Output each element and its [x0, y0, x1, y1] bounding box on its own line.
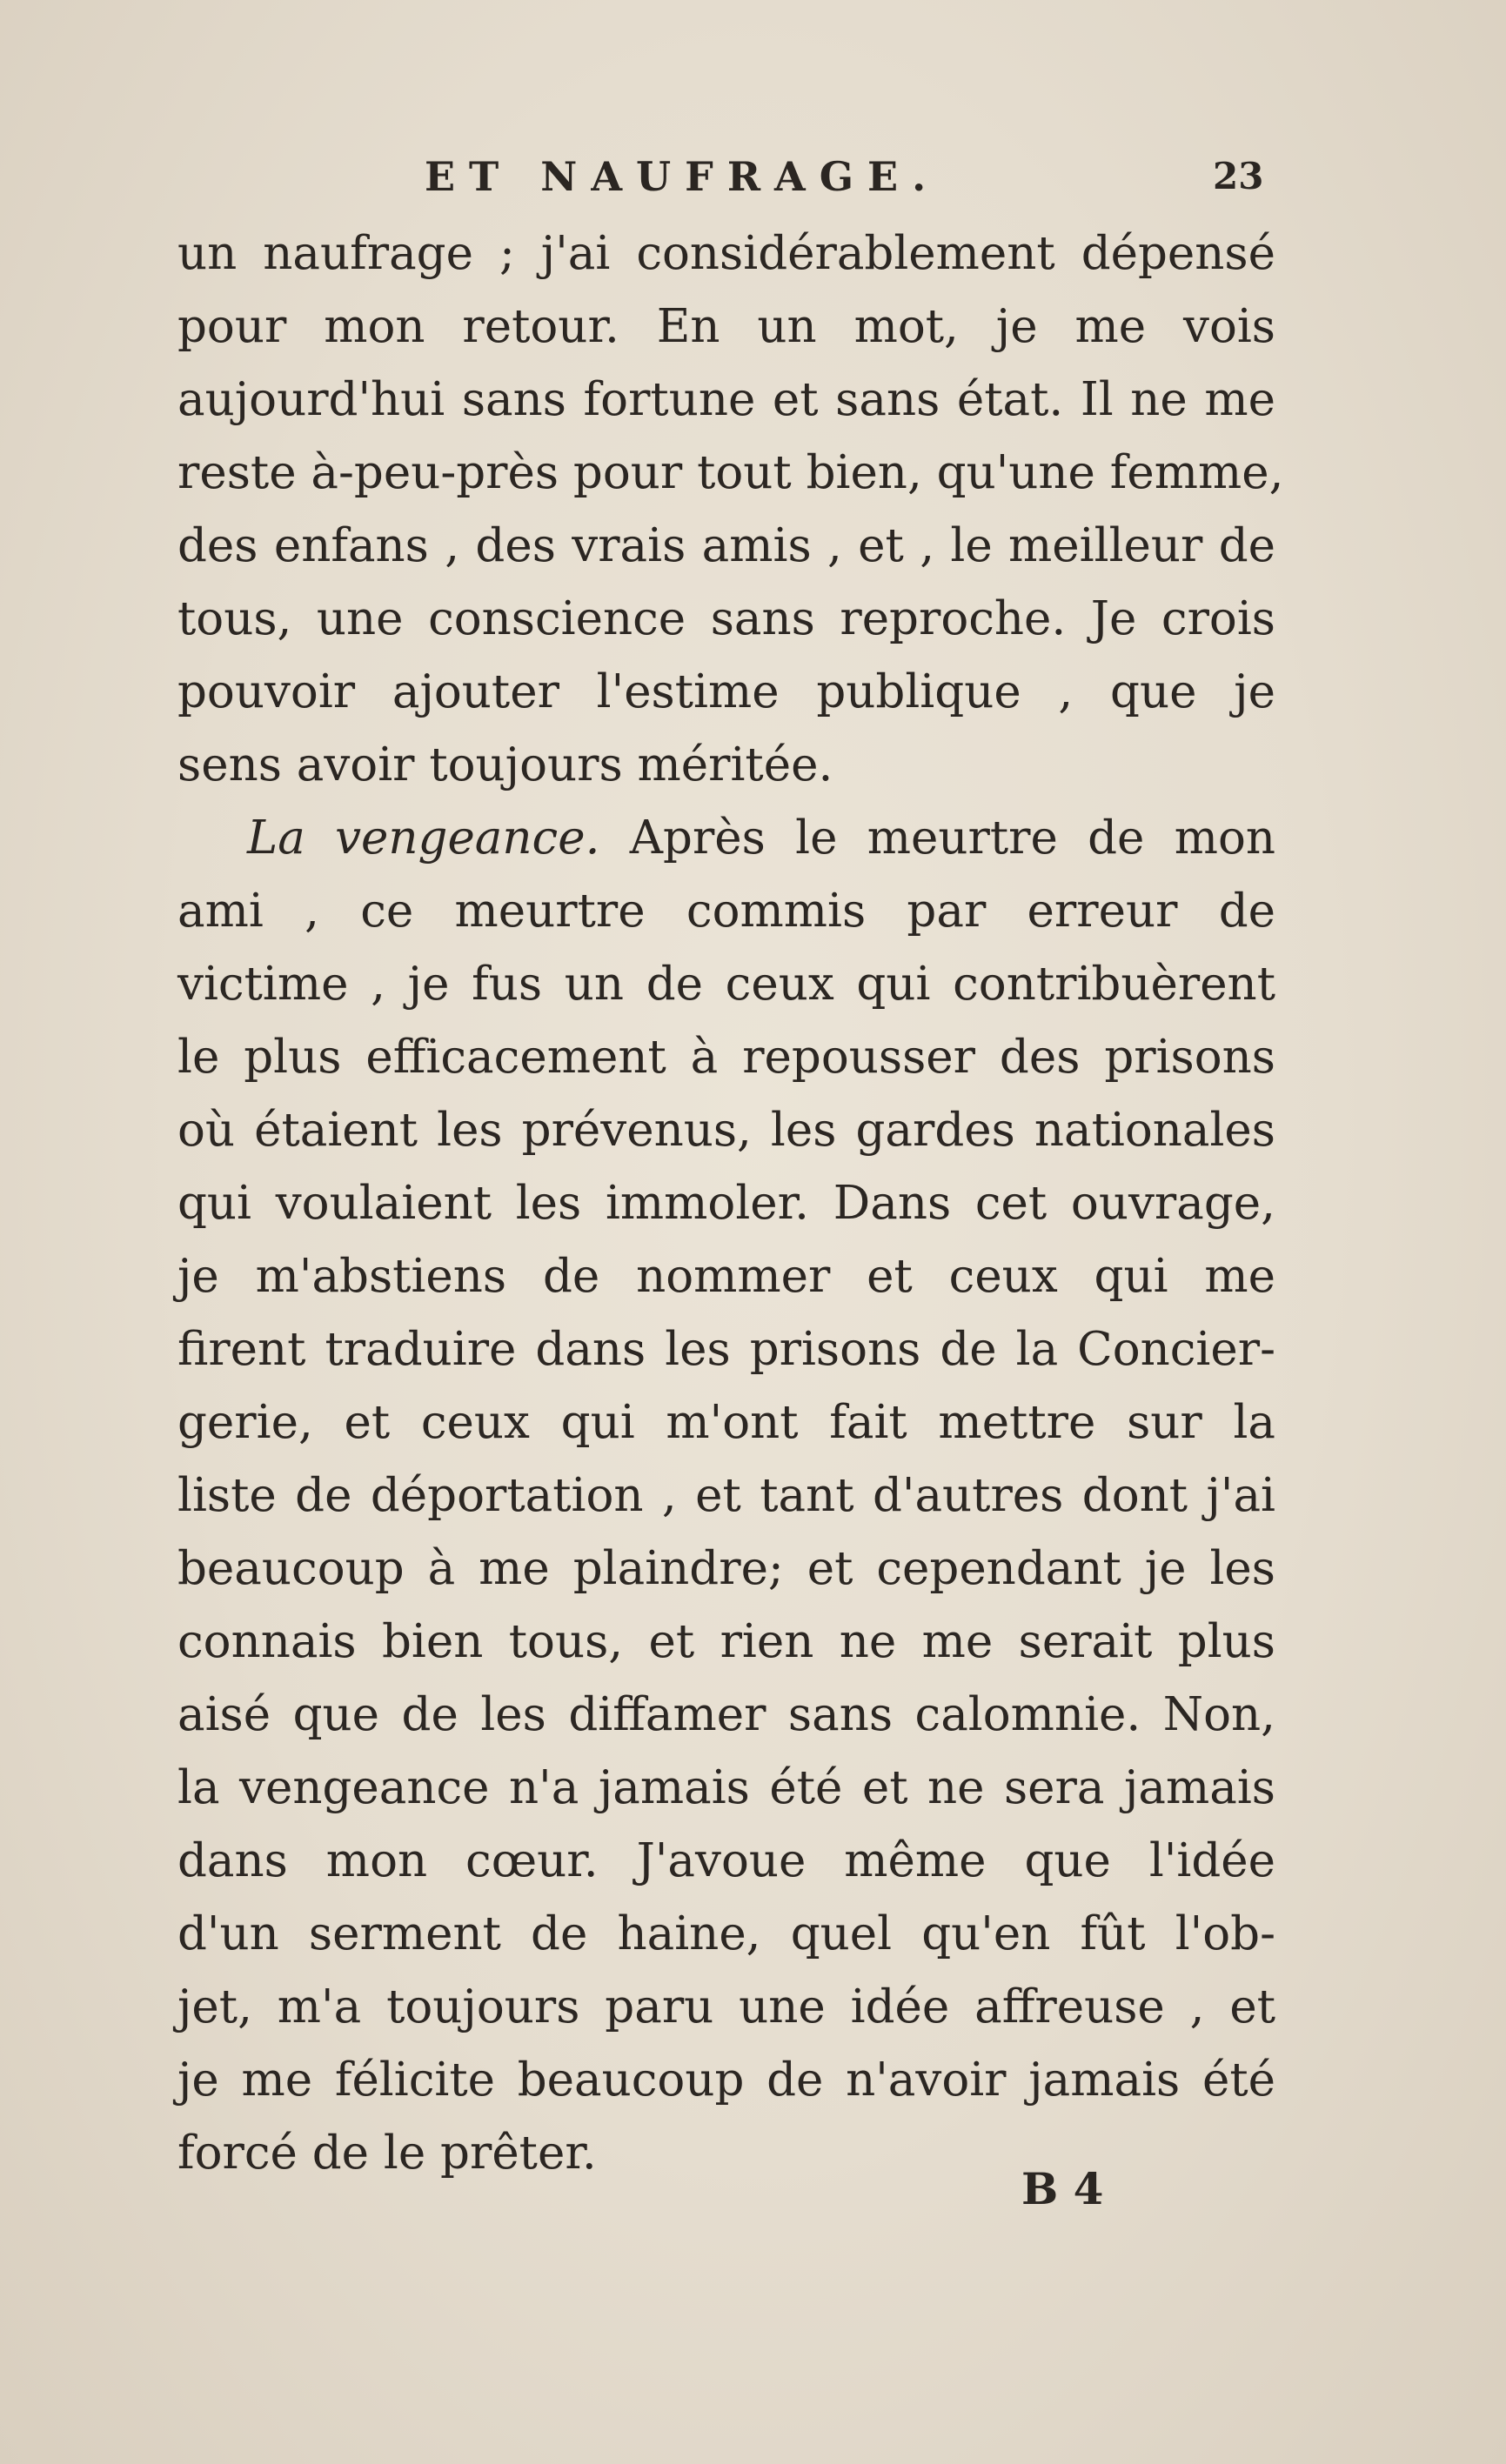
running-head	[0, 146, 1506, 207]
paragraph-first-line	[177, 802, 1275, 875]
text-line: jet, m'a toujours paru une idée affreuse , et	[177, 1980, 1275, 2033]
text-line: connais bien tous, et rien ne me serait plus	[177, 1615, 1275, 1668]
text-line: aujourd'hui sans fortune et sans état. Il ne me	[177, 373, 1275, 426]
text-line: reste à-peu-près pour tout bien, qu'une femme,	[177, 446, 1284, 499]
text-line-continuation: Après le meurtre de mon	[629, 811, 1275, 865]
text-line: je me félicite beaucoup de n'avoir jamais été	[177, 2053, 1275, 2107]
text-line: qui voulaient les immoler. Dans cet ouvrage,	[177, 1177, 1275, 1230]
page-number: 23	[1213, 155, 1264, 197]
text-line: firent traduire dans les prisons de la Concier-	[177, 1323, 1275, 1376]
text-line: forcé de le prêter.	[177, 2127, 597, 2180]
signature-mark: B 4	[1021, 2163, 1104, 2214]
running-title: ET NAUFRAGE.	[425, 153, 940, 200]
section-heading: La vengeance.	[247, 811, 600, 865]
text-line: pour mon retour. En un mot, je me vois	[177, 300, 1275, 353]
text-line: dans mon cœur. J'avoue même que l'idée	[177, 1834, 1275, 1887]
text-line: où étaient les prévenus, les gardes nationales	[177, 1104, 1275, 1157]
text-line: liste de déportation , et tant d'autres dont j'ai	[177, 1469, 1275, 1522]
text-line: la vengeance n'a jamais été et ne sera jamais	[177, 1761, 1275, 1814]
text-line: tous, une conscience sans reproche. Je crois	[177, 592, 1275, 645]
text-line: un naufrage ; j'ai considérablement dépensé	[177, 227, 1275, 280]
text-line: ami , ce meurtre commis par erreur de	[177, 885, 1275, 938]
text-line: je m'abstiens de nommer et ceux qui me	[177, 1250, 1275, 1303]
text-line: victime , je fus un de ceux qui contribuèrent	[177, 958, 1275, 1011]
text-line: gerie, et ceux qui m'ont fait mettre sur la	[177, 1396, 1275, 1449]
text-line: sens avoir toujours méritée.	[177, 738, 833, 791]
text-line: beaucoup à me plaindre; et cependant je les	[177, 1542, 1275, 1595]
body-text	[177, 217, 1284, 2190]
text-line: pouvoir ajouter l'estime publique , que je	[177, 665, 1275, 718]
text-line: aisé que de les diffamer sans calomnie. Non,	[177, 1688, 1275, 1741]
text-line: des enfans , des vrais amis , et , le meilleur de	[177, 519, 1275, 572]
text-line: d'un serment de haine, quel qu'en fût l'ob-	[177, 1907, 1275, 1960]
text-line: le plus efficacement à repousser des prisons	[177, 1031, 1275, 1084]
